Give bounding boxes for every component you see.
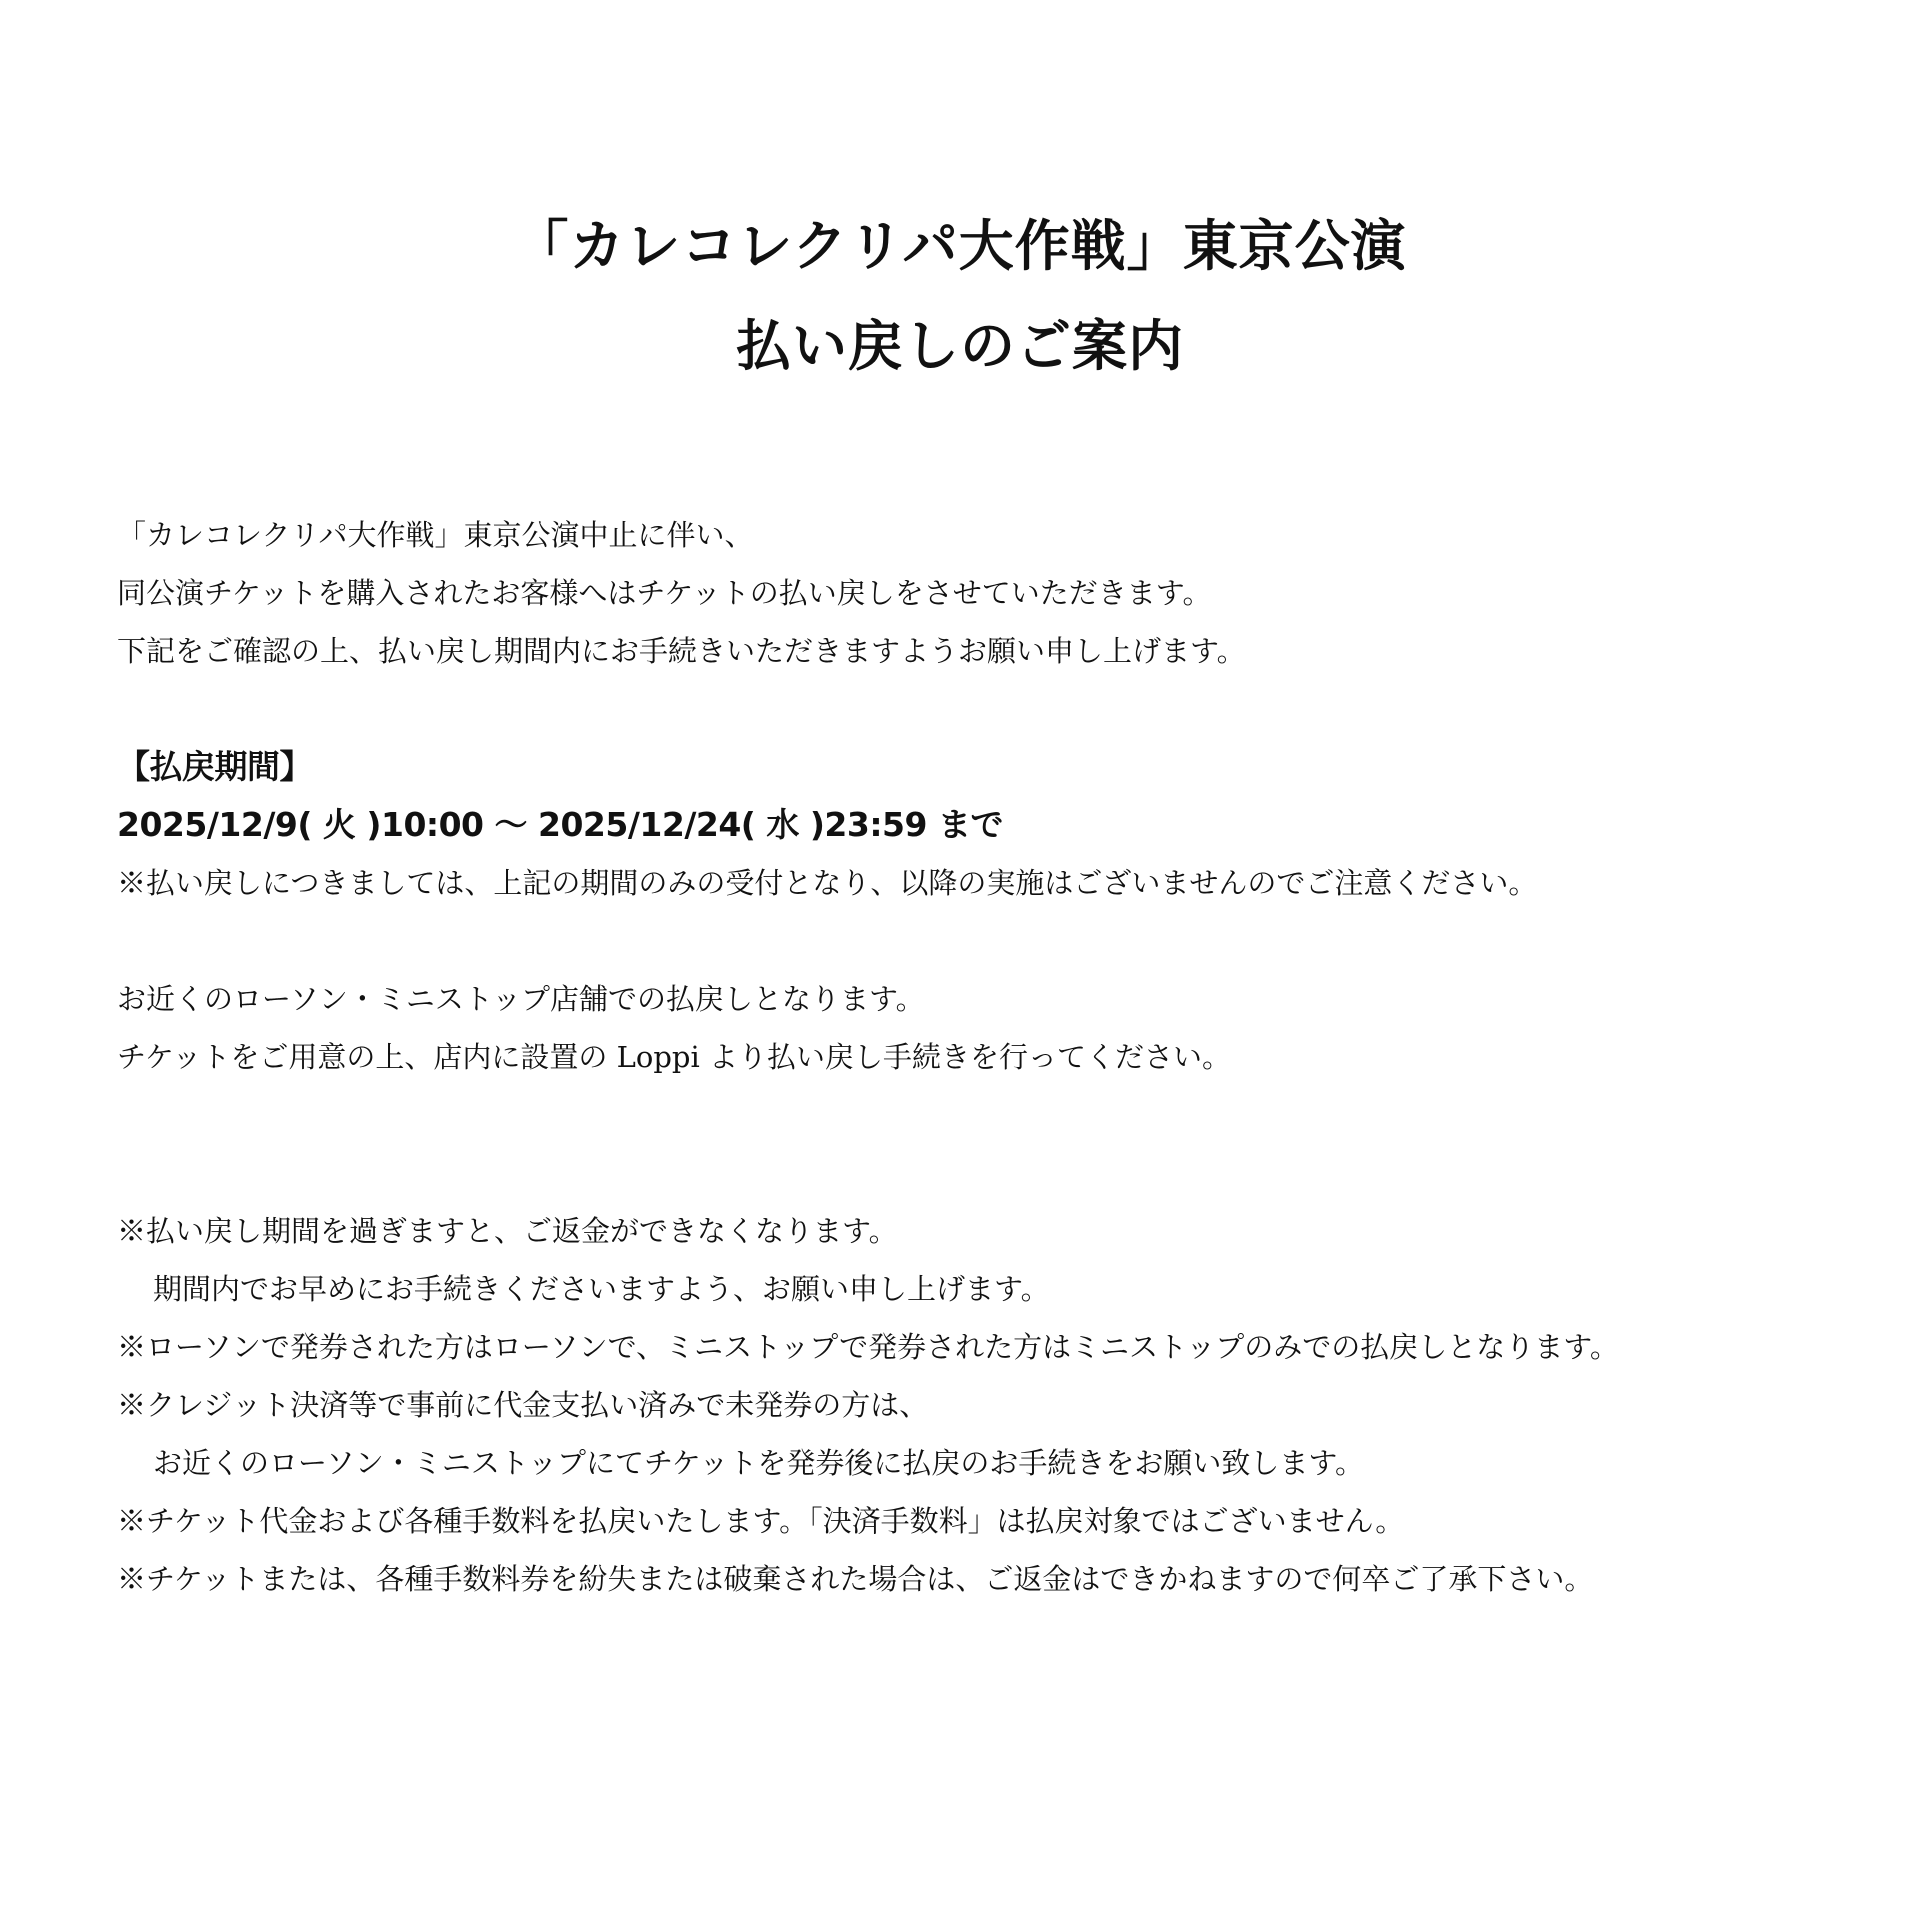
note-expiry-continued: 期間内でお早めにお手続きくださいますよう、お願い申し上げます。 [153, 1272, 1050, 1306]
title-line-2: 払い戻しのご案内 [735, 313, 1184, 378]
spacer [117, 680, 1897, 738]
title-line-1: 「カレコレクリパ大作戦」東京公演 [513, 213, 1407, 278]
period-dates: 2025/12/9( 火 )10:00 ～ 2025/12/24( 水 )23:59 まで [117, 805, 1003, 844]
period-note: ※払い戻しにつきましては、上記の期間のみの受付となり、以降の実施はございませんのでご注意ください。 [117, 866, 1538, 900]
method-line-1: お近くのローソン・ミニストップ店舗での払戻しとなります。 [117, 982, 925, 1016]
method-line-2: チケットをご用意の上、店内に設置の Loppi より払い戻し手続きを行ってください。 [117, 1040, 1231, 1074]
period-heading: 【払戻期間】 [117, 747, 312, 786]
note-prepaid-continued: お近くのローソン・ミニストップにてチケットを発券後に払戻のお手続きをお願い致します。 [153, 1446, 1365, 1480]
spacer [117, 1086, 1897, 1202]
note-lost-ticket: ※チケットまたは、各種手数料券を紛失または破棄された場合は、ご返金はできかねますので何卒ご了承下さい。 [117, 1562, 1594, 1596]
note-prepaid: ※クレジット決済等で事前に代金支払い済みで未発券の方は、 [117, 1388, 929, 1422]
note-expiry: ※払い戻し期間を過ぎますと、ご返金ができなくなります。 [117, 1214, 898, 1248]
notice-body [117, 506, 1897, 1608]
note-fees: ※チケット代金および各種手数料を払戻いたします。「決済手数料」は払戻対象ではございません。 [117, 1504, 1405, 1538]
intro-line-2: 同公演チケットを購入されたお客様へはチケットの払い戻しをさせていただきます。 [117, 576, 1212, 610]
spacer [117, 912, 1897, 970]
intro-line-1: 「カレコレクリパ大作戦」東京公演中止に伴い、 [117, 518, 754, 552]
intro-line-3: 下記をご確認の上、払い戻し期間内にお手続きいただきますようお願い申し上げます。 [117, 634, 1246, 668]
notice-title [0, 196, 1920, 396]
note-store-restriction: ※ローソンで発券された方はローソンで、ミニストップで発券された方はミニストップのみでの払戻しとなります。 [117, 1330, 1619, 1364]
